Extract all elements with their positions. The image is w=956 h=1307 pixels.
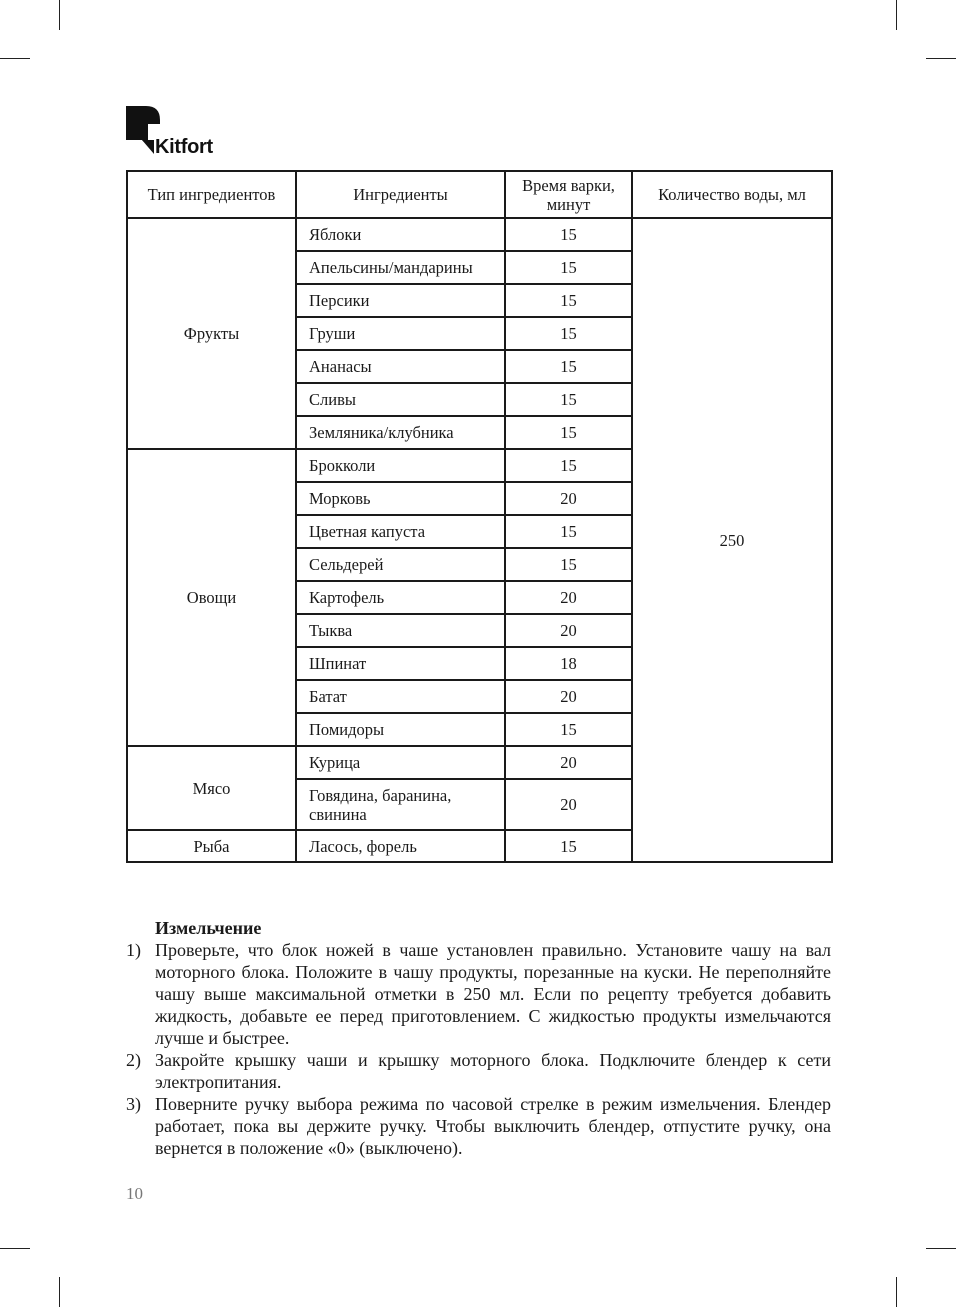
chopping-section [126,917,831,1159]
brand-name: Kitfort [155,136,213,158]
ingredient-cell: Тыква [296,614,505,647]
time-cell: 20 [505,614,632,647]
time-cell: 15 [505,449,632,482]
ingredient-cell: Шпинат [296,647,505,680]
group-type-cell: Овощи [127,449,296,746]
ingredient-cell: Ананасы [296,350,505,383]
ingredient-cell: Батат [296,680,505,713]
table-header-row [127,171,832,218]
ingredient-cell: Ласось, форель [296,830,505,862]
crop-mark [59,0,60,30]
group-type-cell: Фрукты [127,218,296,449]
time-cell: 15 [505,350,632,383]
ingredient-cell: Персики [296,284,505,317]
ingredient-cell: Помидоры [296,713,505,746]
time-cell: 15 [505,830,632,862]
time-cell: 20 [505,746,632,779]
group-type-cell: Мясо [127,746,296,830]
header-time-line1: Время варки, [522,175,615,195]
time-cell: 18 [505,647,632,680]
list-item-number: 2) [126,1050,141,1070]
ingredient-cell: Цветная капуста [296,515,505,548]
crop-mark [59,1277,60,1307]
time-cell: 15 [505,284,632,317]
list-item [126,1093,831,1159]
time-cell: 15 [505,713,632,746]
list-item [126,939,831,1049]
list-item [126,1049,831,1093]
time-cell: 15 [505,218,632,251]
crop-mark [0,1248,30,1249]
section-title: Измельчение [155,918,262,938]
list-item-text: Проверьте, что блок ножей в чаше установлен правильно. Установите чашу на вал моторного блока. Положите в чашу продукты, порезанные на куски. Не переполняйте чашу выше максимальной отметки в 250 мл. Если по рецепту требуется добавить жидкость, добавьте ее перед приготовлением. С жидкостью продукты измельчаются лучше и быстрее. [155,940,831,1048]
list-item-number: 3) [126,1094,141,1114]
table-row [127,218,832,251]
ingredient-cell: Земляника/клубника [296,416,505,449]
ingredient-cell: Груши [296,317,505,350]
ingredient-cell: Брокколи [296,449,505,482]
crop-mark [926,1248,956,1249]
ingredient-cell: Яблоки [296,218,505,251]
instruction-list [126,939,831,1159]
ingredient-cell: Апельсины/мандарины [296,251,505,284]
time-cell: 20 [505,482,632,515]
header-ingredients: Ингредиенты [296,171,505,218]
header-type: Тип ингредиентов [127,171,296,218]
crop-mark [896,0,897,30]
ingredient-cell: Курица [296,746,505,779]
water-cell: 250 [632,218,832,862]
crop-mark [896,1277,897,1307]
ingredient-cell: Картофель [296,581,505,614]
crop-mark [926,58,956,59]
list-item-number: 1) [126,940,141,960]
header-water: Количество воды, мл [632,171,832,218]
list-item-text: Поверните ручку выбора режима по часовой стрелке в режим измельчения. Блендер работает, пока вы держите ручку. Чтобы выключить блендер, отпустите ручку, она вернется в положение «0» (выключено). [155,1094,831,1158]
brand-logo [126,106,236,158]
ingredient-cell: Говядина, баранина, свинина [296,779,505,830]
time-cell: 15 [505,317,632,350]
time-cell: 20 [505,581,632,614]
time-cell: 15 [505,548,632,581]
time-cell: 15 [505,416,632,449]
time-cell: 20 [505,779,632,830]
time-cell: 20 [505,680,632,713]
header-time-line2: минут [546,194,591,214]
time-cell: 15 [505,251,632,284]
ingredient-cell: Морковь [296,482,505,515]
ingredient-cell: Сливы [296,383,505,416]
time-cell: 15 [505,515,632,548]
list-item-text: Закройте крышку чаши и крышку моторного блока. Подключите блендер к сети электропитания. [155,1050,831,1092]
crop-mark [0,58,30,59]
time-cell: 15 [505,383,632,416]
header-time [505,171,632,218]
group-type-cell: Рыба [127,830,296,862]
page-number: 10 [126,1184,143,1203]
cooking-table [126,170,833,863]
ingredient-cell: Сельдерей [296,548,505,581]
